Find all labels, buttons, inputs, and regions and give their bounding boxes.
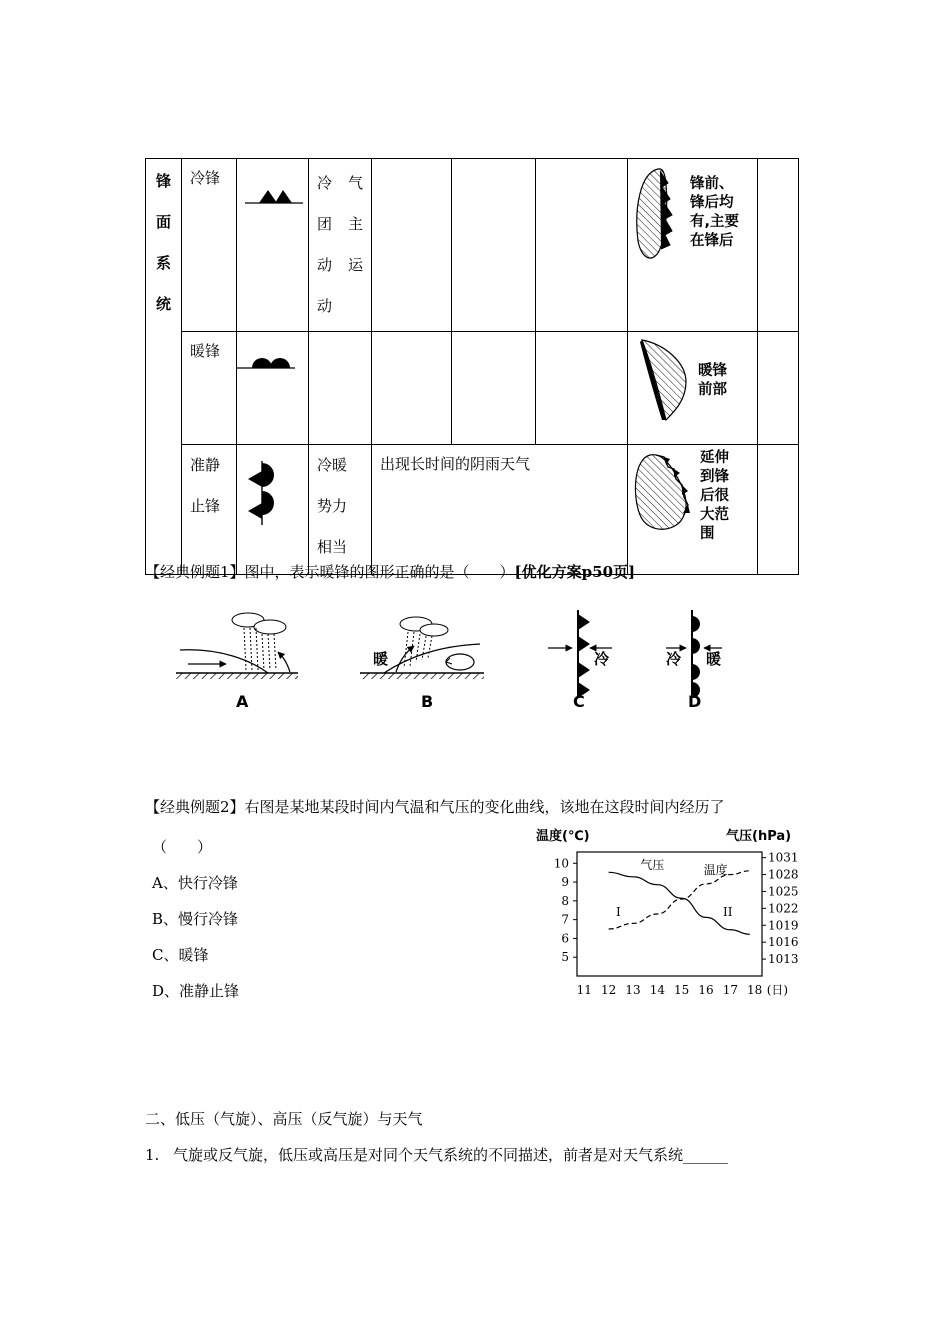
segment-label: I xyxy=(615,904,621,919)
stationary-front-rain-cell xyxy=(628,445,758,575)
motion-line: 相当 xyxy=(317,538,348,556)
x-tick-label: 17 xyxy=(722,983,738,997)
empty-cell xyxy=(758,445,799,575)
figure-b-label: B xyxy=(421,692,434,711)
y-tick-label: 10 xyxy=(553,856,569,871)
chart-plot-frame xyxy=(577,852,762,976)
group-label-char: 系 xyxy=(155,254,171,272)
stationary-front-symbol-cell xyxy=(237,445,309,575)
cold-front-symbol-cell xyxy=(237,159,309,332)
cold-front-name: 冷锋 xyxy=(190,169,221,187)
y-tick-label: 7 xyxy=(561,912,569,927)
rain-line: 锋前、 xyxy=(690,176,734,192)
cold-front-symbol-icon xyxy=(237,159,309,323)
stationary-front-weather-cell xyxy=(372,445,628,575)
section2-item1-text: 气旋或反气旋，低压或高压是对同个天气系统的不同描述，前者是对天气系统______ xyxy=(173,1146,729,1164)
stationary-front-name: 准静 xyxy=(190,456,221,474)
temp-pressure-chart xyxy=(530,822,810,1002)
motion-line: 团 主 xyxy=(317,215,363,233)
group-label-char: 统 xyxy=(155,295,171,313)
cold-front-rain-cell xyxy=(628,159,758,332)
example1-text: 【经典例题1】图中，表示暖锋的图形正确的是（ ） xyxy=(145,563,515,581)
section2-item1 xyxy=(145,1144,728,1165)
warm-front-rain-cell xyxy=(628,332,758,445)
figure-c-right-label: 冷 xyxy=(594,650,610,668)
cold-front-motion-cell xyxy=(309,159,372,332)
empty-cell xyxy=(309,332,372,445)
rain-line: 围 xyxy=(700,526,715,542)
stationary-front-symbol-icon xyxy=(237,445,309,568)
rain-line: 有,主要 xyxy=(690,214,740,230)
empty-cell xyxy=(758,332,799,445)
section2-item1-number: 1. xyxy=(145,1146,160,1164)
rain-line: 大范 xyxy=(700,507,729,523)
empty-cell xyxy=(758,159,799,332)
y2-tick-label: 1022 xyxy=(768,901,799,916)
x-tick-label: 11 xyxy=(576,983,592,997)
x-tick-label: 14 xyxy=(649,983,665,997)
figure-c-label: C xyxy=(573,692,585,711)
x-tick-label: 16 xyxy=(698,983,714,997)
warm-front-symbol-icon xyxy=(237,332,309,444)
figure-d-label: D xyxy=(688,692,702,711)
empty-cell xyxy=(452,332,536,445)
motion-line: 冷 气 xyxy=(317,174,363,192)
warm-front-name: 暖锋 xyxy=(190,342,221,360)
example2-question: 【经典例题2】右图是某地某段时间内气温和气压的变化曲线，该地在这段时间内经历了 xyxy=(145,798,725,816)
x-tick-label: 12 xyxy=(601,983,617,997)
example2-option-b: B、慢行冷锋 xyxy=(152,910,239,928)
figure-a-label: A xyxy=(236,692,249,711)
y2-tick-label: 1019 xyxy=(768,918,799,933)
example2-paren: （ ） xyxy=(152,838,213,856)
empty-cell xyxy=(372,332,452,445)
y-tick-label: 6 xyxy=(561,931,569,946)
motion-line: 动 xyxy=(317,297,333,315)
y-tick-label: 5 xyxy=(561,950,569,965)
stationary-front-motion-cell xyxy=(309,445,372,575)
stationary-front-weather: 出现长时间的阴雨天气 xyxy=(380,455,531,473)
front-system-table xyxy=(145,158,799,575)
figure-c-left-label: 暖 xyxy=(373,650,389,668)
stationary-front-name: 止锋 xyxy=(190,497,221,515)
example1-source: [优化方案p50页] xyxy=(514,563,636,581)
empty-cell xyxy=(536,332,628,445)
example2-option-c: C、暖锋 xyxy=(152,946,209,964)
series-line-temperature xyxy=(609,871,750,929)
example2-option-a: A、快行冷锋 xyxy=(152,874,238,892)
group-label-char: 锋 xyxy=(155,172,171,190)
chart-y2label: 气压(hPa) xyxy=(726,829,792,844)
example1-figures xyxy=(170,600,750,715)
empty-cell xyxy=(536,159,628,332)
y2-tick-label: 1013 xyxy=(768,952,799,967)
warm-front-rain-area-icon xyxy=(628,332,758,444)
x-tick-label: 13 xyxy=(625,983,641,997)
series-line-pressure xyxy=(609,872,750,934)
rain-line: 暖锋 xyxy=(698,363,727,379)
motion-line: 冷暖 xyxy=(317,456,348,474)
rain-line: 前部 xyxy=(698,382,727,398)
segment-label: II xyxy=(723,904,733,919)
group-label-cell xyxy=(146,159,182,575)
empty-cell xyxy=(372,159,452,332)
example1-question xyxy=(145,561,635,582)
figure-d-left-label: 冷 xyxy=(666,650,682,668)
warm-front-symbol-cell xyxy=(237,332,309,445)
series-label: 气压 xyxy=(640,857,665,872)
section2-heading: 二、低压（气旋）、高压（反气旋）与天气 xyxy=(145,1110,423,1128)
rain-line: 锋后均 xyxy=(690,195,734,211)
figure-a xyxy=(176,613,298,679)
rain-line: 延伸 xyxy=(700,450,729,466)
y2-tick-label: 1016 xyxy=(768,935,799,950)
stationary-front-name-cell xyxy=(182,445,237,575)
y2-tick-label: 1028 xyxy=(768,867,799,882)
y-tick-label: 9 xyxy=(561,875,569,890)
cold-front-name-cell xyxy=(182,159,237,332)
motion-line: 势力 xyxy=(317,497,348,515)
figure-d-right-label: 暖 xyxy=(706,650,722,668)
y2-tick-label: 1025 xyxy=(768,884,799,899)
y-tick-label: 8 xyxy=(561,893,569,908)
y2-tick-label: 1031 xyxy=(768,850,799,865)
x-unit-label: (日) xyxy=(766,983,789,997)
x-tick-label: 15 xyxy=(674,983,690,997)
rain-line: 在锋后 xyxy=(690,233,734,249)
rain-line: 到锋 xyxy=(700,469,729,485)
warm-front-name-cell xyxy=(182,332,237,445)
rain-line: 后很 xyxy=(700,488,729,504)
chart-ylabel: 温度(℃) xyxy=(536,829,590,844)
x-tick-label: 18 xyxy=(747,983,763,997)
group-label-char: 面 xyxy=(155,213,171,231)
stationary-front-rain-area-icon xyxy=(628,445,758,568)
series-label: 温度 xyxy=(703,862,728,877)
example2-option-d: D、准静止锋 xyxy=(152,982,240,1000)
motion-line: 动 运 xyxy=(317,256,363,274)
empty-cell xyxy=(452,159,536,332)
